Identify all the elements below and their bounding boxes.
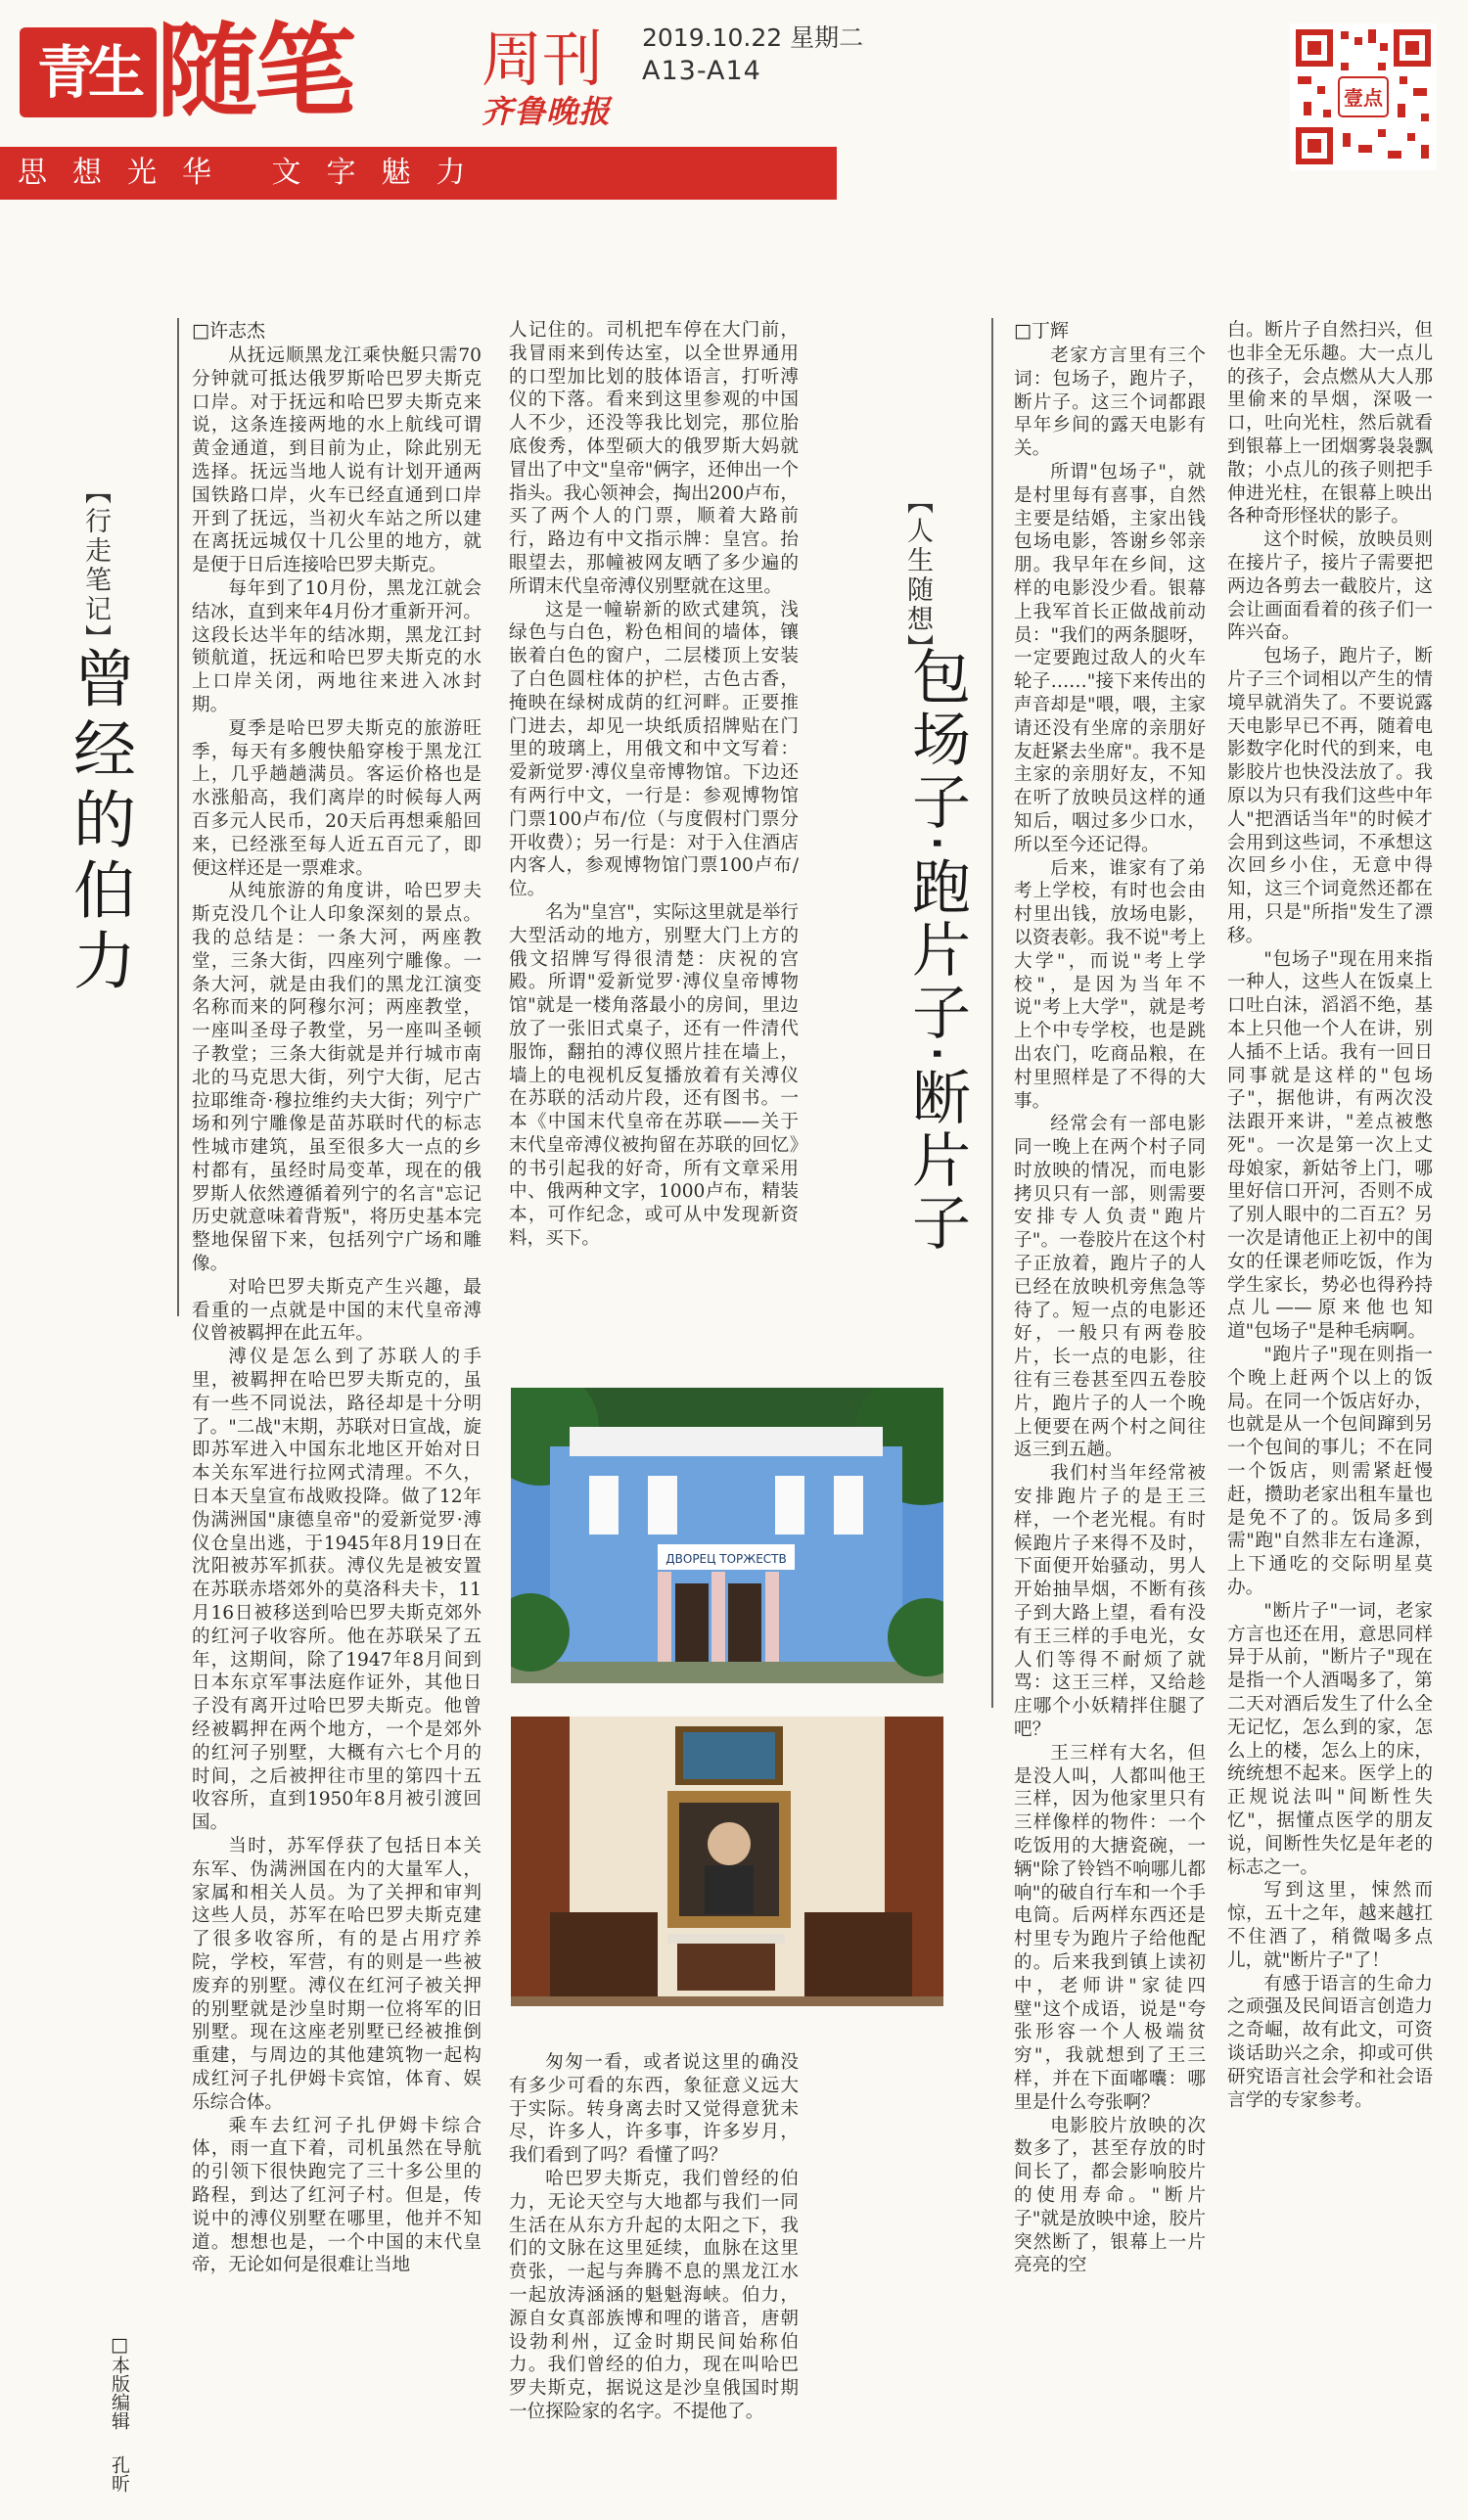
museum-interior-photo (511, 1717, 943, 2006)
column-divider (991, 318, 993, 1708)
qr-code-icon[interactable] (1290, 23, 1437, 170)
article2-column-2 (1227, 319, 1433, 2513)
palace-sign: ДВОРЕЦ ТОРЖЕСТВ (665, 1552, 787, 1566)
article2-paragraph: 白。断片子自然扫兴，但也非全无乐趣。大一点儿的孩子，会点燃从大人那里偷来的旱烟，深吸一口，吐向光柱，然后就看到银幕上一团烟雾袅袅飘散；小点儿的孩子则把手伸进光柱，在银幕上映出各种奇形怪状的影子。 (1227, 320, 1433, 527)
editor-name: 孔昕 (109, 2455, 130, 2494)
article2-paragraph: 这个时候，放映员则在接片子，接片子需要把两边各剪去一截胶片，这会让画面看着的孩子们一阵兴奋。 (1227, 529, 1433, 644)
suibi-logo: 随笔 (157, 12, 353, 131)
editor-credit (102, 2334, 131, 2493)
weekly-label: 周刊 (482, 23, 604, 95)
palace-exterior-photo (511, 1388, 943, 1683)
article2-paragraph: "断片子"一词，老家方言也还在用，意思同样异于从前，"断片子"现在是指一个人酒喝多了，第二天对酒后发生了什么全无记忆，怎么到的家，怎么上的楼，怎么上的床，统统想不起来。医学上的正规说法叫"间断性失忆"，据懂点医学的朋友说，间断性失忆是年老的标志之一。 (1227, 1600, 1433, 1878)
qingsheng-logo: 青生 (20, 27, 157, 117)
article2-paragraph: 经常会有一部电影同一晚上在两个村子同时放映的情况，而电影拷贝只有一部，则需要安排专人负责"跑片子"。一卷胶片在这个村子正放着，跑片子的人已经在放映机旁焦急等待了。短一点的电影还好，一般只有两卷胶片，长一点的电影，往往有三卷甚至四五卷胶片，跑片子的人一个晚上便要在两个村之间往返三到五趟。 (1014, 1114, 1206, 1461)
article1-paragraph: 名为"皇宫"，实际这里就是举行大型活动的地方，别墅大门上方的俄文招牌写得很清楚：庆祝的宫殿。所谓"爱新觉罗·溥仪皇帝博物馆"就是一楼角落最小的房间，里边放了一张旧式桌子，还有一件清代服饰，翻拍的溥仪照片挂在墙上，墙上的电视机反复播放着有关溥仪在苏联的活动片段，还有图书。一本《中国末代皇帝在苏联——关于末代皇帝溥仪被拘留在苏联的回忆》的书引起我的好奇，所有文章采用中、俄两种文字，1000卢布，精装本，可作纪念，或可从中发现新资料，买下。 (509, 901, 799, 1250)
article1-paragraph: 哈巴罗夫斯克，我们曾经的伯力，无论天空与大地都与我们一同生活在从东方升起的太阳之下，我们的文脉在这里延续，血脉在这里贲张，一起与奔腾不息的黑龙江水一起放涛涵涵的魁魁海峡。伯力，源自女真部族博和哩的谐音，唐朝设勃利州，辽金时期民间始称伯力。我们曾经的伯力，现在叫哈巴罗夫斯克，据说这是沙皇俄国时期一位探险家的名字。不提他了。 (509, 2168, 799, 2422)
issue-date: 2019.10.22 星期二 (642, 23, 864, 52)
article1-column-label: 【行走笔记】 (80, 478, 111, 654)
article2-paragraph: 王三样有大名，但是没人叫，人都叫他王三样，因为他家里只有三样像样的物件：一个吃饭用的大搪瓷碗，一辆"除了铃铛不响哪儿都响"的破自行车和一个手电筒。后两样东西还是村里专为跑片子给他配的。后来我到镇上读初中，老师讲"家徒四壁"这个成语，说是"夸张形容一个人极端贫穷"，我就想到了王三样，并在下面嘟囔：哪里是什么夸张啊？ (1014, 1742, 1206, 2113)
article1-column-1 (192, 344, 482, 2513)
article1-paragraph: 从抚远顺黑龙江乘快艇只需70分钟就可抵达俄罗斯哈巴罗夫斯克口岸。对于抚远和哈巴罗夫斯克来说，这条连接两地的水上航线可谓黄金通道，到目前为止，除此别无选择。抚远当地人说有计划开通两国铁路口岸，火车已经直通到口岸开到了抚远，当初火车站之所以建在离抚远城仅十几公里的地方，就是便于日后连接哈巴罗夫斯克。 (192, 345, 482, 576)
qr-label: 壹点 (1344, 86, 1383, 110)
article2-column-1 (1014, 344, 1206, 2513)
article2-paragraph: 老家方言里有三个词：包场子，跑片子，断片子。这三个词都跟早年乡间的露天电影有关。 (1014, 345, 1206, 460)
article1-column-2 (509, 319, 799, 1358)
article2-paragraph: "跑片子"现在则指一个晚上赶两个以上的饭局。在同一个饭店好办，也就是从一个包间蹿到另一个包间的事儿；不在同一个饭店，则需紧赶慢赶，攒助老家出租车量也是免不了的。饭局多到需"跑"自然非左右逢源，上下通吃的交际明星莫办。 (1227, 1345, 1433, 1599)
tagline: 思想光华 文字魅力 (18, 156, 491, 190)
article2-paragraph: 有感于语言的生命力之顽强及民间语言创造力之奇崛，故有此文，可资谈话助兴之余，抑或可供研究语言社会学和社会语言学的专家参考。 (1227, 1973, 1433, 2111)
article2-paragraph: 包场子，跑片子，断片子三个词相以产生的情境早就消失了。不要说露天电影早已不再，随着电影数字化时代的到来，电影胶片也快没法放了。我原以为只有我们这些中年人"把酒话当年"的时候才会用到这些词，不承想这次回乡小住，无意中得知，这三个词竟然还都在用，只是"所指"发生了漂移。 (1227, 646, 1433, 946)
article1-paragraph: 从纯旅游的角度讲，哈巴罗夫斯克没几个让人印象深刻的景点。我的总结是：一条大河，两座教堂，三条大街，四座列宁雕像。一条大河，就是由我们的黑龙江演变名称而来的阿穆尔河；两座教堂，一座叫圣母子教堂，另一座叫圣顿子教堂；三条大街就是并行城市南北的马克思大街，列宁大街，尼古拉耶维奇·穆拉维约夫大街；列宁广场和列宁雕像是苗苏联时代的标志性城市建筑，虽至很多大一点的乡村都有，虽经时局变革，现在的俄罗斯人依然遵循着列宁的名言"忘记历史就意味着背叛"，将历史基本完整地保留下来，包括列宁广场和雕像。 (192, 881, 482, 1275)
article2-paragraph: "包场子"现在用来指一种人，这些人在饭桌上口吐白沫，滔滔不绝，基本上只他一个人在讲，别人插不上话。我有一回日同事就是这样的"包场子"，据他讲，有两次没法跟开来讲，"差点被憋死"。一次是第一次上丈母娘家，新姑爷上门，哪里好信口开河，否则不成了别人眼中的二百五？另一次是请他正上初中的闺女的任课老师吃饭，作为学生家长，势必也得矜持点儿——原来他也知道"包场子"是种毛病啊。 (1227, 948, 1433, 1343)
article1-title: 曾经的伯力 (63, 646, 135, 998)
article2-paragraph: 所谓"包场子"，就是村里每有喜事，自然主要是结婚，主家出钱包场电影，答谢乡邻亲朋。我早年在乡间，这样的电影没少看。银幕上我军首长正做战前动员："我们的两条腿呀，一定要跑过敌人的火车轮子……"接下来传出的声音却是"喂，喂，主家请还没有坐席的亲朋好友赶紧去坐席"。我不是主家的亲朋好友，不知在听了放映员这样的通知后，咽过多少口水，所以至今还记得。 (1014, 461, 1206, 855)
article2-paragraph: 写到这里，悚然而惊，五十之年，越来越扛不住酒了，稍微喝多点儿，就"断片子"了！ (1227, 1880, 1433, 1971)
article1-paragraph: 每年到了10月份，黑龙江就会结冰，直到来年4月份才重新开河。这段长达半年的结冰期，黑龙江封锁航道，抚远和哈巴罗夫斯克的水上口岸关闭，两地往来进入冰封期。 (192, 577, 482, 715)
article2-paragraph: 我们村当年经常被安排跑片子的是王三样，一个老光棍。有时候跑片子来得不及时，下面便开始骚动，男人开始抽旱烟，不断有孩子到大路上望，看有没有王三样的手电光，女人们等得不耐烦了就骂：这王三样，又给趁庄哪个小妖精拌住腿了吧？ (1014, 1463, 1206, 1741)
article1-paragraph: 对哈巴罗夫斯克产生兴趣，最看重的一点就是中国的末代皇帝溥仪曾被羁押在此五年。 (192, 1276, 482, 1345)
article1-paragraph: 夏季是哈巴罗夫斯克的旅游旺季，每天有多艘快船穿梭于黑龙江上，几乎趟趟满员。客运价格也是水涨船高，我们离岸的时候每人两百多元人民币，20天后再想乘船回来，已经涨至每人近五百元了，即便这样还是一票难求。 (192, 717, 482, 879)
article1-paragraph: 人记住的。司机把车停在大门前，我冒雨来到传达室，以全世界通用的口型加比划的肢体语言，打听溥仪的下落。看来到这里参观的中国人不少，还没等我比划完，那位胎底俊秀，体型硕大的俄罗斯大妈就冒出了中文"皇帝"俩字，还伸出一个指头。我心领神会，掏出200卢布，买了两个人的门票，顺着大路前行，路边有中文指示牌：皇宫。抬眼望去，那幢被网友晒了多少遍的所谓末代皇帝溥仪别墅就在这里。 (509, 320, 799, 597)
page-numbers: A13-A14 (642, 56, 761, 86)
article1-byline: □许志杰 (192, 320, 265, 342)
article2-title: 包场子·跑片子·断片子 (902, 646, 971, 1256)
editor-label: □本版编辑 (109, 2334, 130, 2430)
article1-paragraph: 这是一幢崭新的欧式建筑，浅绿色与白色，粉色相间的墙体，镶嵌着白色的窗户，二层楼顶上安装了白色圆柱体的护栏，古色古香，掩映在绿树成荫的红河畔。正要推门进去，却见一块纸质招牌贴在门里的玻璃上，用俄文和中文写着：爱新觉罗·溥仪皇帝博物馆。下边还有两行中文，一行是：参观博物馆门票100卢布/位（与度假村门票分开收费）；另一行是：对于入住酒店内客人，参观博物馆门票100卢布/位。 (509, 599, 799, 900)
article1-paragraph: 乘车去红河子扎伊姆卡综合体，雨一直下着，司机虽然在导航的引领下很快跑完了三十多公里的路程，到达了红河子村。但是，传说中的溥仪别墅在哪里，他并不知道。想想也是，一个中国的末代皇帝，无论如何是很难让当地 (192, 2115, 482, 2276)
article1-paragraph: 匆匆一看，或者说这里的确没有多少可看的东西，象征意义远大于实际。转身离去时又觉得意犹未尽，许多人，许多事，许多岁月，我们看到了吗？看懂了吗？ (509, 2052, 799, 2167)
article1-column-2b (509, 2051, 799, 2513)
article1-paragraph: 溥仪是怎么到了苏联人的手里，被羁押在哈巴罗夫斯克的，虽有一些不同说法，路径却是十分明了。"二战"末期，苏联对日宣战，旋即苏军进入中国东北地区开始对日本关东军进行拉网式清理。不久，日本天皇宣布战败投降。做了12年伪满洲国"康德皇帝"的爱新觉罗·溥仪仓皇出逃，于1945年8月19日在沈阳被苏军抓获。溥仪先是被安置在苏联赤塔郊外的莫洛科夫卡，11月16日被移送到哈巴罗夫斯克郊外的红河子收容所。他在苏联呆了五年，这期间，除了1947年8月间到日本东京军事法庭作证外，其他日子没有离开过哈巴罗夫斯克。他曾经被羁押在两个地方，一个是郊外的红河子别墅，大概有六七个月的时间，之后被押往市里的第四十五收容所，直到1950年8月被引渡回国。 (192, 1347, 482, 1834)
article2-paragraph: 电影胶片放映的次数多了，甚至存放的时间长了，都会影响胶片的使用寿命。"断片子"就是放映中途，胶片突然断了，银幕上一片亮亮的空 (1014, 2115, 1206, 2276)
paper-name: 齐鲁晚报 (482, 93, 612, 130)
article2-paragraph: 后来，谁家有了弟考上学校，有时也会由村里出钱，放场电影，以资表彰。我不说"考上大学"，而说"考上学校"，是因为当年不说"考上大学"，就是考上个中专学校，也是跳出农门，吃商品粮，在村里照样是了不得的大事。 (1014, 857, 1206, 1112)
article1-paragraph: 当时，苏军俘获了包括日本关东军、伪满洲国在内的大量军人，家属和相关人员。为了关押和审判这些人员，苏军在哈巴罗夫斯克建了很多收容所，有的是占用疗养院，学校，军营，有的则是一些被废弃的别墅。溥仪在红河子被关押的别墅就是沙皇时期一位将军的旧别墅。现在这座老别墅已经被推倒重建，与周边的其他建筑物一起构成红河子扎伊姆卡宾馆，体育、娱乐综合体。 (192, 1836, 482, 2113)
article2-byline: □丁辉 (1014, 320, 1069, 342)
article2-column-label: 【人生随想】 (902, 487, 933, 664)
column-divider (177, 318, 179, 1316)
